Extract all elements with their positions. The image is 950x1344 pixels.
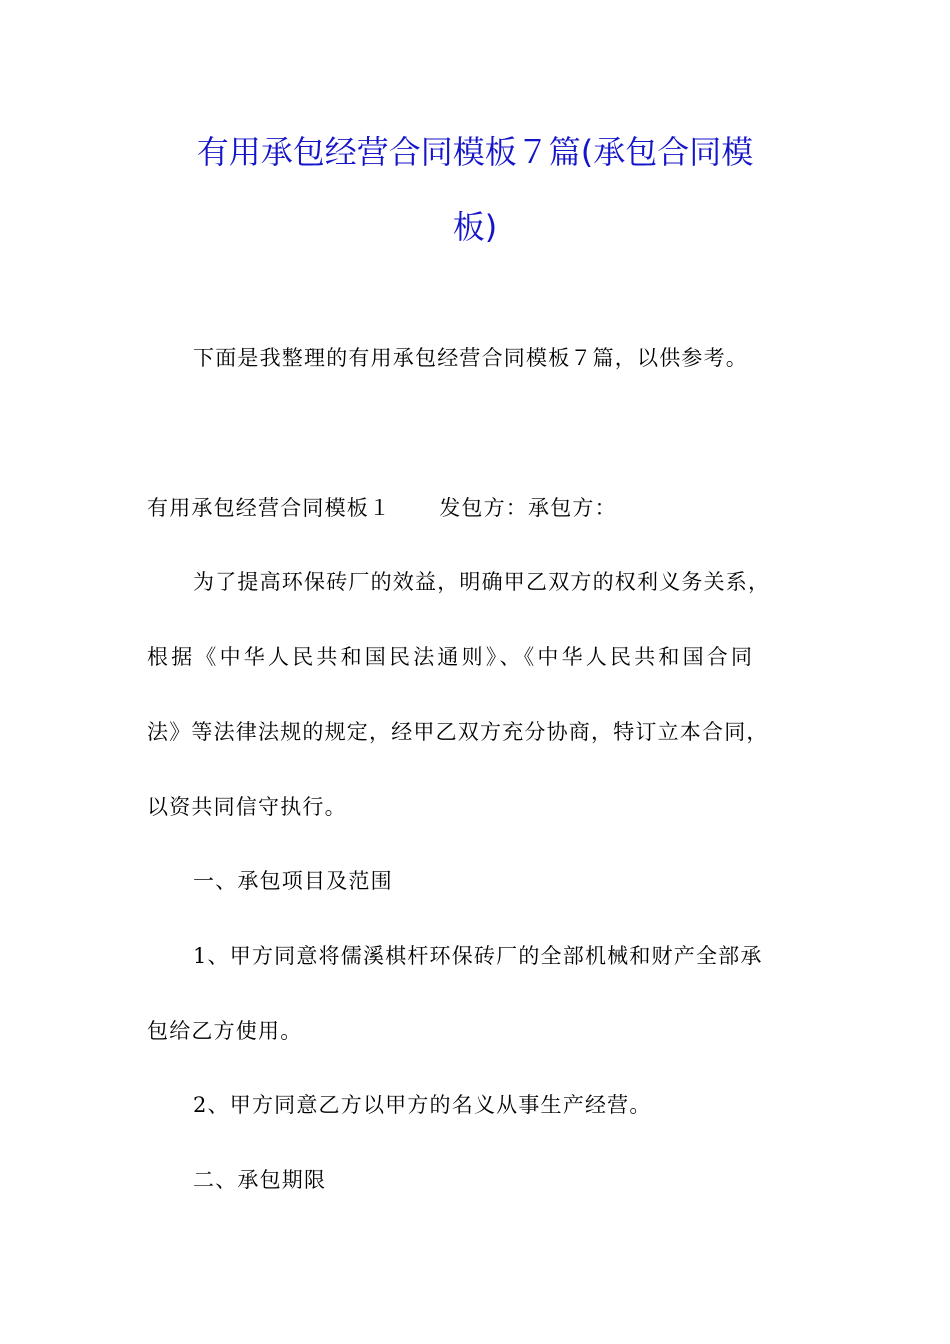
intro-text: 下面是我整理的有用承包经营合同模板７篇，以供参考。	[193, 346, 748, 370]
document-title-line-2: 板)	[452, 208, 498, 246]
clause-1-item-1-line-2: 包给乙方使用。	[147, 1019, 303, 1043]
paragraph-1-line-4: 以资共同信守执行。	[147, 795, 347, 819]
paragraph-1-line-3: 法》等法律法规的规定，经甲乙双方充分协商，特订立本合同，	[147, 720, 769, 744]
paragraph-1-line-1: 为了提高环保砖厂的效益，明确甲乙双方的权利义务关系，	[193, 570, 771, 594]
clause-2-heading: 二、承包期限	[193, 1168, 327, 1192]
clause-1-item-1-line-1: 1、甲方同意将儒溪棋杆环保砖厂的全部机械和财产全部承	[193, 944, 763, 968]
clause-1-item-2: 2、甲方同意乙方以甲方的名义从事生产经营。	[193, 1093, 652, 1117]
clause-1-heading: 一、承包项目及范围	[193, 869, 393, 893]
section-1-parties: 发包方：承包方：	[439, 496, 617, 520]
document-title-line-1: 有用承包经营合同模板７篇(承包合同模	[196, 133, 754, 171]
section-1-heading: 有用承包经营合同模板１	[147, 496, 392, 520]
section-1-header-row	[147, 493, 617, 523]
paragraph-1-line-2: 根据《中华人民共和国民法通则》、《中华人民共和国合同	[147, 645, 756, 669]
